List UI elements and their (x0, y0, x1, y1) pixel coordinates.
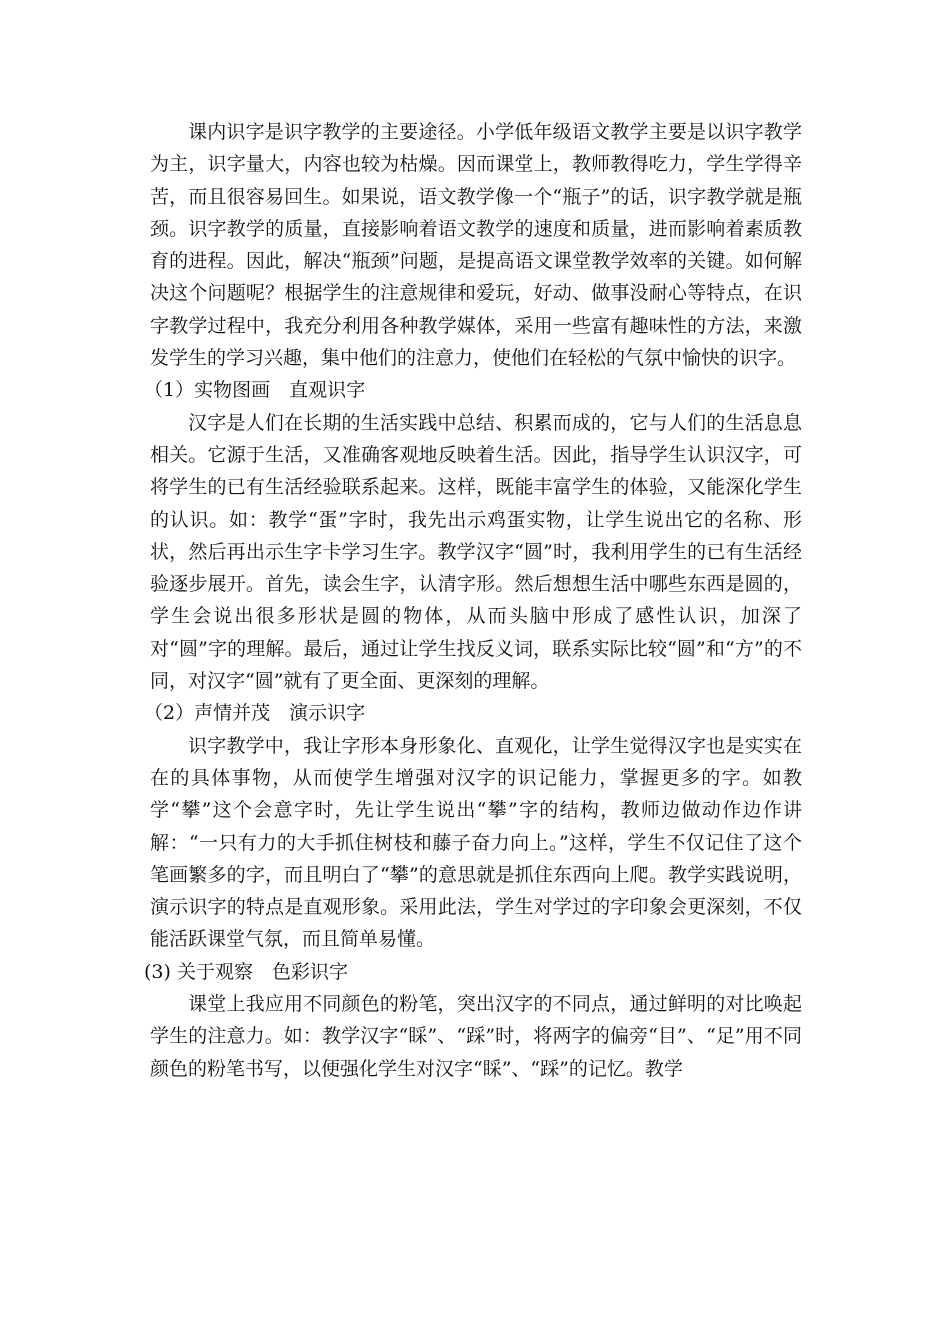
section-heading-2: （2）声情并茂 演示识字 (144, 702, 366, 725)
paragraph-section-3: 课堂上我应用不同颜色的粉笔，突出汉字的不同点，通过鲜明的对比唤起学生的注意力。如：教学汉字“睬”、“踩”时，将两字的偏旁“目”、“足”用不同颜色的粉笔书写，以便强化学生对汉字“睬”、“踩”的记忆。教学 (150, 993, 802, 1080)
document-body (144, 116, 802, 1085)
paragraph-intro: 课内识字是识字教学的主要途径。小学低年级语文教学主要是以识字教学为主，识字量大，内容也较为枯燥。因而课堂上，教师教得吃力，学生学得辛苦，而且很容易回生。如果说，语文教学像一个“瓶子”的话，识字教学就是瓶颈。识字教学的质量，直接影响着语文教学的速度和质量，进而影响着素质教育的进程。因此，解决“瓶颈”问题，是提高语文课堂教学效率的关键。如何解决这个问题呢？根据学生的注意规律和爱玩，好动、做事没耐心等特点，在识字教学过程中，我充分利用各种教学媒体，采用一些富有趣味性的方法，来激发学生的学习兴趣，集中他们的注意力，使他们在轻松的气氛中愉快的识字。 (150, 121, 802, 370)
section-heading-1: （1）实物图画 直观识字 (144, 379, 366, 402)
paragraph-section-1: 汉字是人们在长期的生活实践中总结、积累而成的，它与人们的生活息息相关。它源于生活，又准确客观地反映着生活。因此，指导学生认识汉字，可将学生的已有生活经验联系起来。这样，既能丰富学生的体验，又能深化学生的认识。如：教学“蛋”字时，我先出示鸡蛋实物，让学生说出它的名称、形状，然后再出示生字卡学习生字。教学汉字“圆”时，我利用学生的已有生活经验逐步展开。首先，读会生字，认清字形。然后想想生活中哪些东西是圆的，学生会说出很多形状是圆的物体，从而头脑中形成了感性认识，加深了对“圆”字的理解。最后，通过让学生找反义词，联系实际比较“圆”和“方”的不同，对汉字“圆”就有了更全面、更深刻的理解。 (150, 411, 802, 693)
section-heading-3: (3) 关于观察 色彩识字 (144, 960, 348, 983)
paragraph-section-2: 识字教学中，我让字形本身形象化、直观化，让学生觉得汉字也是实实在在的具体事物，从而使学生增强对汉字的识记能力，掌握更多的字。如教学“攀”这个会意字时，先让学生说出“攀”字的结构，教师边做动作边作讲解：“一只有力的大手抓住树枝和藤子奋力向上。”这样，学生不仅记住了这个笔画繁多的字，而且明白了“攀”的意思就是抓住东西向上爬。教学实践说明，演示识字的特点是直观形象。采用此法，学生对学过的字印象会更深刻，不仅能活跃课堂气氛，而且简单易懂。 (150, 734, 802, 951)
